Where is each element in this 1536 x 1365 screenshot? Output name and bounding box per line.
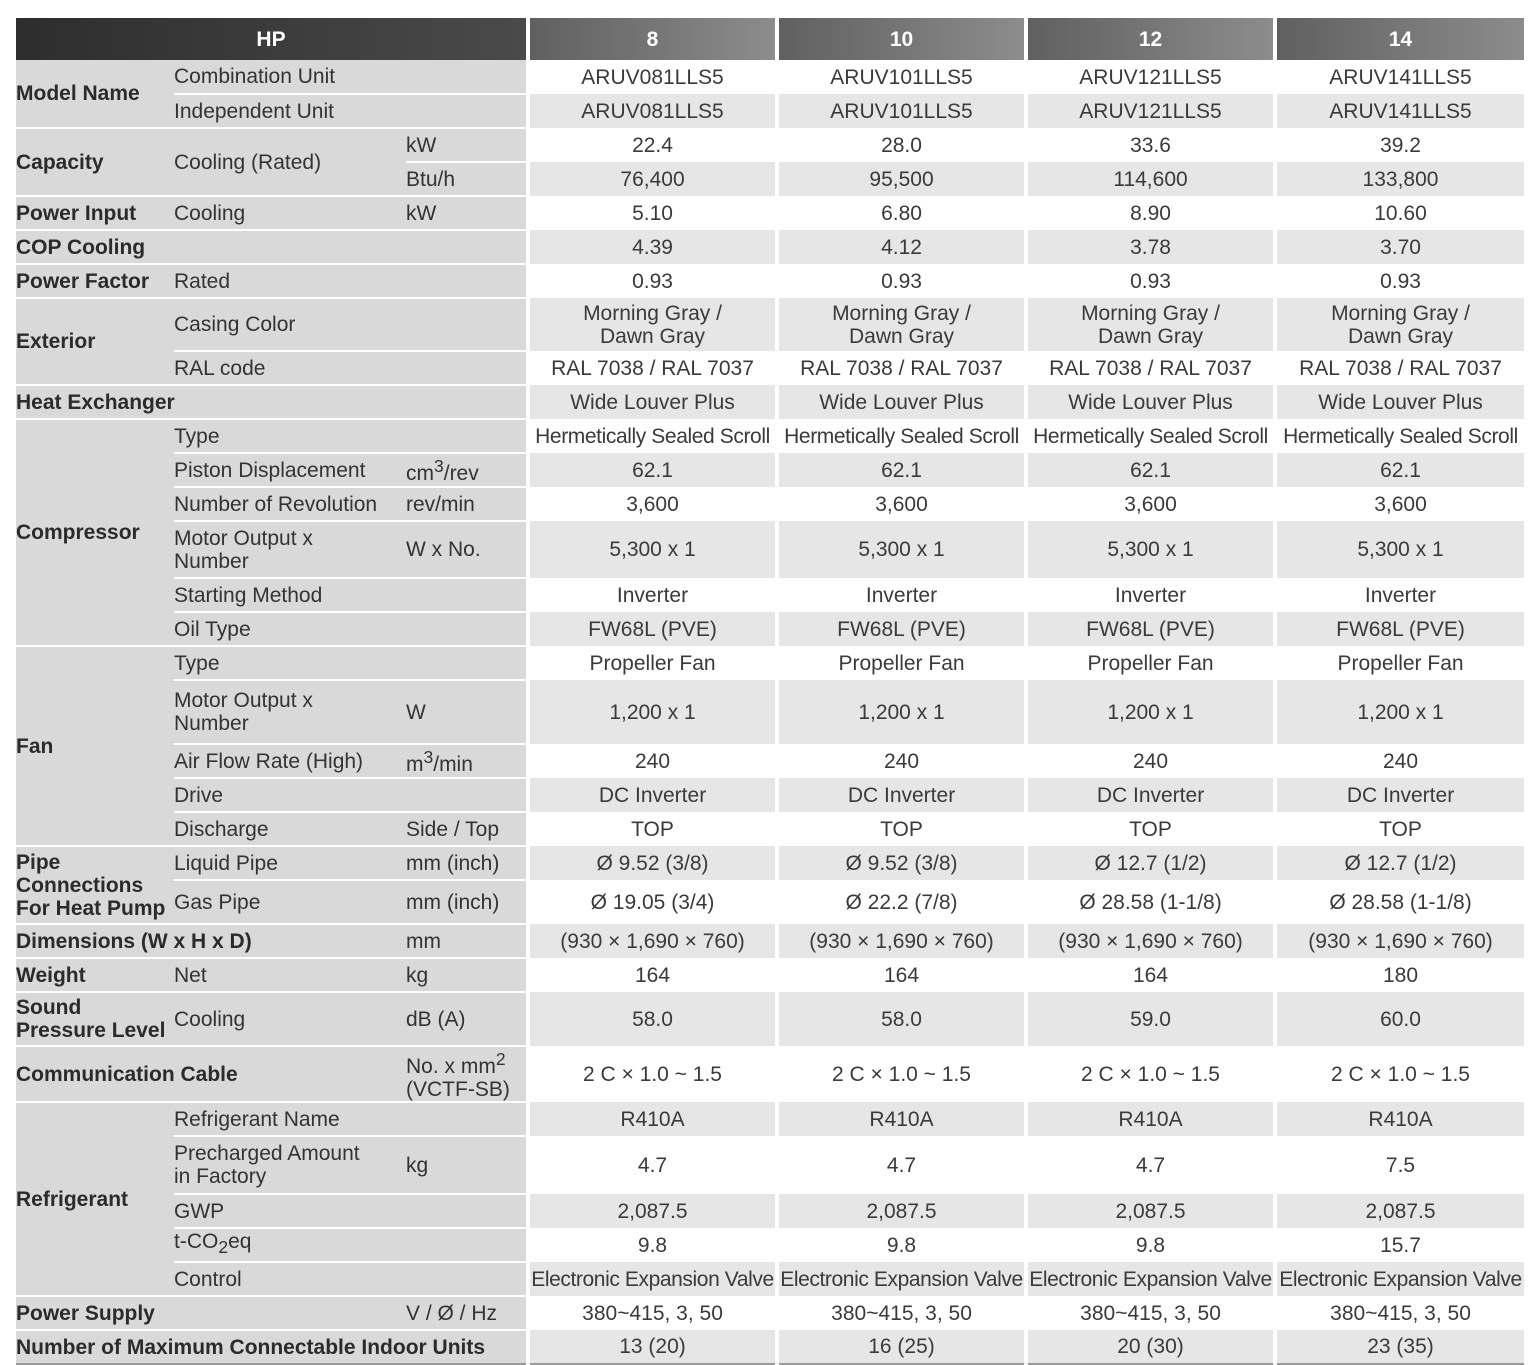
cell-value: R410A — [1275, 1102, 1524, 1136]
cell-value: Electronic Expansion Valve — [1275, 1262, 1524, 1296]
cell-value: 9.8 — [528, 1228, 777, 1262]
cell-value: 0.93 — [528, 264, 777, 298]
category-label: Power Factor — [16, 264, 174, 298]
unit-text: /rev — [443, 462, 479, 485]
cell-value: ARUV121LLS5 — [1026, 60, 1275, 94]
row-cop-cooling — [16, 230, 1524, 264]
unit-label: Btu/h — [406, 162, 528, 196]
cell-value: Wide Louver Plus — [528, 385, 777, 419]
unit-label: kg — [406, 1136, 528, 1194]
row-label: Discharge — [174, 812, 406, 846]
row-air-flow — [16, 744, 1524, 778]
cell-value: 114,600 — [1026, 162, 1275, 196]
category-label: Fan — [16, 646, 174, 846]
row-precharged-amount — [16, 1136, 1524, 1194]
row-label: Number of Revolution — [174, 487, 406, 521]
cell-value: RAL 7038 / RAL 7037 — [777, 351, 1026, 385]
cell-value: 20 (30) — [1026, 1330, 1275, 1364]
category-label: Weight — [16, 958, 174, 992]
cell-value: 8.90 — [1026, 196, 1275, 230]
cell-value — [777, 298, 1026, 351]
unit-text: No. x mm — [406, 1054, 496, 1078]
cell-value: 33.6 — [1026, 128, 1275, 162]
cell-value: 3,600 — [528, 487, 777, 521]
cell-value: R410A — [777, 1102, 1026, 1136]
cell-value: 60.0 — [1275, 992, 1524, 1046]
cell-value: 62.1 — [1026, 453, 1275, 487]
cell-value: Propeller Fan — [528, 646, 777, 680]
cell-value: 164 — [777, 958, 1026, 992]
row-label: Combination Unit — [174, 60, 528, 94]
cell-value: 380~415, 3, 50 — [528, 1296, 777, 1330]
row-ral-code — [16, 351, 1524, 385]
cell-value: ARUV121LLS5 — [1026, 94, 1275, 128]
cell-value: 2 C × 1.0 ~ 1.5 — [1275, 1046, 1524, 1102]
cell-value: 13 (20) — [528, 1330, 777, 1364]
cell-value: DC Inverter — [1026, 778, 1275, 812]
category-label: Model Name — [16, 60, 174, 128]
cell-value: 10.60 — [1275, 196, 1524, 230]
row-oil-type — [16, 612, 1524, 646]
cell-value: 1,200 x 1 — [777, 680, 1026, 744]
cell-value: 58.0 — [777, 992, 1026, 1046]
row-label: RAL code — [174, 351, 528, 385]
cell-value: 62.1 — [528, 453, 777, 487]
cell-line: Morning Gray / — [1081, 301, 1220, 325]
unit-label: mm — [406, 924, 528, 958]
row-casing-color — [16, 298, 1524, 351]
row-max-indoor-units — [16, 1330, 1524, 1364]
cell-value — [1026, 298, 1275, 351]
hp-header: HP — [16, 18, 528, 60]
cell-value: 4.7 — [777, 1136, 1026, 1194]
row-tco2eq — [16, 1228, 1524, 1262]
unit-label — [406, 744, 528, 778]
cell-value: 2,087.5 — [528, 1194, 777, 1228]
model-header: 8 — [528, 18, 777, 60]
cell-value: Inverter — [1026, 578, 1275, 612]
cell-value: 2 C × 1.0 ~ 1.5 — [777, 1046, 1026, 1102]
cell-value: 240 — [528, 744, 777, 778]
unit-superscript: 2 — [495, 1048, 506, 1069]
cell-value: ARUV101LLS5 — [777, 60, 1026, 94]
cell-value: 6.80 — [777, 196, 1026, 230]
cell-value: Electronic Expansion Valve — [528, 1262, 777, 1296]
row-starting-method — [16, 578, 1524, 612]
unit-text: /min — [433, 753, 473, 776]
cell-line: Morning Gray / — [583, 301, 722, 325]
row-weight — [16, 958, 1524, 992]
cell-value: Ø 9.52 (3/8) — [777, 846, 1026, 880]
label-subscript: 2 — [218, 1237, 229, 1258]
row-label: Drive — [174, 778, 528, 812]
category-label: Number of Maximum Connectable Indoor Units — [16, 1330, 528, 1364]
cell-value: Hermetically Sealed Scroll — [777, 419, 1026, 453]
cell-value: 62.1 — [1275, 453, 1524, 487]
cell-value: ARUV141LLS5 — [1275, 94, 1524, 128]
category-label: Power Input — [16, 196, 174, 230]
row-fan-motor — [16, 680, 1524, 744]
unit-text: (VCTF-SB) — [406, 1077, 510, 1101]
cell-line: Dawn Gray — [849, 324, 955, 348]
label-line: For Heat Pump — [16, 896, 166, 920]
row-label — [174, 680, 406, 744]
row-liquid-pipe — [16, 846, 1524, 880]
cell-value: 39.2 — [1275, 128, 1524, 162]
category-label — [16, 846, 174, 924]
cell-value: Inverter — [1275, 578, 1524, 612]
label-line: Pipe — [16, 850, 61, 874]
unit-text: cm — [406, 462, 434, 485]
cell-value: 4.7 — [1026, 1136, 1275, 1194]
cell-value: 2 C × 1.0 ~ 1.5 — [528, 1046, 777, 1102]
cell-value: 3,600 — [1275, 487, 1524, 521]
cell-value: 7.5 — [1275, 1136, 1524, 1194]
cell-value: Inverter — [777, 578, 1026, 612]
row-label: Type — [174, 646, 528, 680]
cell-value: Electronic Expansion Valve — [777, 1262, 1026, 1296]
cell-value: (930 × 1,690 × 760) — [1026, 924, 1275, 958]
cell-value: Ø 28.58 (1-1/8) — [1275, 880, 1524, 924]
cell-value: FW68L (PVE) — [528, 612, 777, 646]
cell-value: Ø 28.58 (1-1/8) — [1026, 880, 1275, 924]
row-label — [174, 1228, 528, 1262]
unit-label: W x No. — [406, 521, 528, 578]
row-label: Net — [174, 958, 406, 992]
row-fan-discharge — [16, 812, 1524, 846]
cell-value: 59.0 — [1026, 992, 1275, 1046]
row-power-input — [16, 196, 1524, 230]
cell-value: 3,600 — [1026, 487, 1275, 521]
cell-value: FW68L (PVE) — [1275, 612, 1524, 646]
cell-value: 1,200 x 1 — [1275, 680, 1524, 744]
cell-value: Ø 12.7 (1/2) — [1026, 846, 1275, 880]
unit-label: mm (inch) — [406, 880, 528, 924]
label-line: Connections — [16, 873, 144, 897]
cell-line: Dawn Gray — [1348, 324, 1454, 348]
cell-value: (930 × 1,690 × 760) — [528, 924, 777, 958]
row-refrigerant-name — [16, 1102, 1524, 1136]
row-label: Cooling (Rated) — [174, 128, 406, 196]
cell-value: DC Inverter — [777, 778, 1026, 812]
row-label: Air Flow Rate (High) — [174, 744, 406, 778]
row-power-supply — [16, 1296, 1524, 1330]
cell-value: 133,800 — [1275, 162, 1524, 196]
category-label: Capacity — [16, 128, 174, 196]
cell-value: 4.12 — [777, 230, 1026, 264]
cell-value: TOP — [1026, 812, 1275, 846]
row-label: GWP — [174, 1194, 528, 1228]
cell-value: Electronic Expansion Valve — [1026, 1262, 1275, 1296]
cell-value: Wide Louver Plus — [1026, 385, 1275, 419]
row-control — [16, 1262, 1524, 1296]
cell-value: DC Inverter — [1275, 778, 1524, 812]
category-label: Heat Exchanger — [16, 385, 528, 419]
cell-value: 2,087.5 — [777, 1194, 1026, 1228]
cell-value: RAL 7038 / RAL 7037 — [528, 351, 777, 385]
cell-value: 4.7 — [528, 1136, 777, 1194]
unit-text: m — [406, 753, 424, 776]
row-label: Type — [174, 419, 528, 453]
cell-value: 0.93 — [1275, 264, 1524, 298]
cell-value: 5,300 x 1 — [1026, 521, 1275, 578]
cell-value: 95,500 — [777, 162, 1026, 196]
row-label: Liquid Pipe — [174, 846, 406, 880]
cell-value: 5.10 — [528, 196, 777, 230]
row-label: Rated — [174, 264, 528, 298]
cell-value: 3.78 — [1026, 230, 1275, 264]
row-label: Control — [174, 1262, 528, 1296]
cell-value: Propeller Fan — [1275, 646, 1524, 680]
cell-value: 240 — [777, 744, 1026, 778]
row-piston-displacement — [16, 453, 1524, 487]
cell-value: Ø 9.52 (3/8) — [528, 846, 777, 880]
cell-value: 62.1 — [777, 453, 1026, 487]
cell-value: 0.93 — [1026, 264, 1275, 298]
row-label: Piston Displacement — [174, 453, 406, 487]
category-label: Power Supply — [16, 1296, 406, 1330]
unit-label — [406, 1046, 528, 1102]
unit-label: W — [406, 680, 528, 744]
cell-value: Hermetically Sealed Scroll — [528, 419, 777, 453]
cell-value: 5,300 x 1 — [777, 521, 1026, 578]
cell-value: ARUV081LLS5 — [528, 60, 777, 94]
unit-label — [406, 453, 528, 487]
unit-label: kg — [406, 958, 528, 992]
cell-value: RAL 7038 / RAL 7037 — [1275, 351, 1524, 385]
row-communication-cable — [16, 1046, 1524, 1102]
cell-value: 1,200 x 1 — [528, 680, 777, 744]
row-label — [174, 1136, 406, 1194]
cell-value: ARUV101LLS5 — [777, 94, 1026, 128]
label-line: Sound — [16, 996, 82, 1019]
cell-value: ARUV081LLS5 — [528, 94, 777, 128]
row-label: Casing Color — [174, 298, 528, 351]
category-label: COP Cooling — [16, 230, 528, 264]
cell-value: FW68L (PVE) — [777, 612, 1026, 646]
spec-table — [16, 18, 1524, 1365]
cell-value: 9.8 — [1026, 1228, 1275, 1262]
unit-label: mm (inch) — [406, 846, 528, 880]
row-independent-unit — [16, 94, 1524, 128]
row-dimensions — [16, 924, 1524, 958]
row-capacity-kw — [16, 128, 1524, 162]
cell-value: Inverter — [528, 578, 777, 612]
category-label: Compressor — [16, 419, 174, 646]
row-label: Gas Pipe — [174, 880, 406, 924]
category-label: Refrigerant — [16, 1102, 174, 1296]
unit-label: V / Ø / Hz — [406, 1296, 528, 1330]
cell-value: Ø 12.7 (1/2) — [1275, 846, 1524, 880]
label-line: Pressure Level — [16, 1019, 166, 1042]
row-compressor-type — [16, 419, 1524, 453]
model-header: 14 — [1275, 18, 1524, 60]
cell-value: Propeller Fan — [1026, 646, 1275, 680]
row-fan-type — [16, 646, 1524, 680]
row-gwp — [16, 1194, 1524, 1228]
category-label: Dimensions (W x H x D) — [16, 924, 406, 958]
cell-value: 2,087.5 — [1026, 1194, 1275, 1228]
cell-value: (930 × 1,690 × 760) — [777, 924, 1026, 958]
cell-value: 0.93 — [777, 264, 1026, 298]
row-power-factor — [16, 264, 1524, 298]
cell-value: 164 — [528, 958, 777, 992]
unit-superscript: 3 — [423, 747, 434, 767]
unit-label: kW — [406, 196, 528, 230]
model-header: 10 — [777, 18, 1026, 60]
cell-value: DC Inverter — [528, 778, 777, 812]
cell-value: 3.70 — [1275, 230, 1524, 264]
cell-value: 2 C × 1.0 ~ 1.5 — [1026, 1046, 1275, 1102]
unit-label: dB (A) — [406, 992, 528, 1046]
cell-value: 23 (35) — [1275, 1330, 1524, 1364]
cell-value: 380~415, 3, 50 — [777, 1296, 1026, 1330]
cell-value: 76,400 — [528, 162, 777, 196]
cell-value: 3,600 — [777, 487, 1026, 521]
cell-value: 28.0 — [777, 128, 1026, 162]
cell-line: Dawn Gray — [600, 324, 706, 348]
cell-value: TOP — [528, 812, 777, 846]
cell-value: (930 × 1,690 × 760) — [1275, 924, 1524, 958]
row-label: Refrigerant Name — [174, 1102, 528, 1136]
label-line: Number — [174, 712, 249, 735]
cell-value: 22.4 — [528, 128, 777, 162]
cell-value: Hermetically Sealed Scroll — [1026, 419, 1275, 453]
row-label: Independent Unit — [174, 94, 528, 128]
cell-value: 240 — [1275, 744, 1524, 778]
cell-value: Ø 19.05 (3/4) — [528, 880, 777, 924]
cell-value: 2,087.5 — [1275, 1194, 1524, 1228]
category-label: Exterior — [16, 298, 174, 385]
row-sound-pressure — [16, 992, 1524, 1046]
unit-label: Side / Top — [406, 812, 528, 846]
row-label: Oil Type — [174, 612, 528, 646]
label-text: eq — [228, 1230, 252, 1254]
cell-value: R410A — [528, 1102, 777, 1136]
cell-value: 164 — [1026, 958, 1275, 992]
cell-value: 5,300 x 1 — [528, 521, 777, 578]
row-gas-pipe — [16, 880, 1524, 924]
cell-value: Wide Louver Plus — [777, 385, 1026, 419]
cell-value: R410A — [1026, 1102, 1275, 1136]
cell-value: 240 — [1026, 744, 1275, 778]
cell-value: Ø 22.2 (7/8) — [777, 880, 1026, 924]
category-label — [16, 992, 174, 1046]
cell-line: Morning Gray / — [832, 301, 971, 325]
row-label — [174, 521, 406, 578]
header-row — [16, 18, 1524, 60]
row-combination-unit — [16, 60, 1524, 94]
label-line: in Factory — [174, 1165, 267, 1188]
cell-value: 380~415, 3, 50 — [1026, 1296, 1275, 1330]
cell-value: 15.7 — [1275, 1228, 1524, 1262]
cell-value: 9.8 — [777, 1228, 1026, 1262]
cell-value: TOP — [1275, 812, 1524, 846]
label-line: Motor Output x — [174, 689, 313, 712]
cell-value: 380~415, 3, 50 — [1275, 1296, 1524, 1330]
cell-value: 180 — [1275, 958, 1524, 992]
cell-value: 5,300 x 1 — [1275, 521, 1524, 578]
row-label: Starting Method — [174, 578, 528, 612]
cell-line: Morning Gray / — [1331, 301, 1470, 325]
cell-value — [1275, 298, 1524, 351]
cell-value: Wide Louver Plus — [1275, 385, 1524, 419]
model-header: 12 — [1026, 18, 1275, 60]
cell-line: Dawn Gray — [1098, 324, 1204, 348]
cell-value: ARUV141LLS5 — [1275, 60, 1524, 94]
row-label: Cooling — [174, 196, 406, 230]
row-label: Cooling — [174, 992, 406, 1046]
cell-value: 1,200 x 1 — [1026, 680, 1275, 744]
cell-value: Propeller Fan — [777, 646, 1026, 680]
row-heat-exchanger — [16, 385, 1524, 419]
label-line: Precharged Amount — [174, 1142, 360, 1165]
row-compressor-motor — [16, 521, 1524, 578]
row-revolution — [16, 487, 1524, 521]
cell-value: 16 (25) — [777, 1330, 1026, 1364]
unit-superscript: 3 — [434, 456, 444, 476]
cell-value: FW68L (PVE) — [1026, 612, 1275, 646]
label-line: Number — [174, 549, 249, 573]
cell-value: 4.39 — [528, 230, 777, 264]
unit-label: rev/min — [406, 487, 528, 521]
unit-label: kW — [406, 128, 528, 162]
cell-value: Hermetically Sealed Scroll — [1275, 419, 1524, 453]
label-line: Motor Output x — [174, 526, 313, 550]
row-fan-drive — [16, 778, 1524, 812]
category-label: Communication Cable — [16, 1046, 406, 1102]
cell-value — [528, 298, 777, 351]
cell-value: RAL 7038 / RAL 7037 — [1026, 351, 1275, 385]
cell-value: 58.0 — [528, 992, 777, 1046]
cell-value: TOP — [777, 812, 1026, 846]
label-text: t-CO — [174, 1230, 219, 1254]
